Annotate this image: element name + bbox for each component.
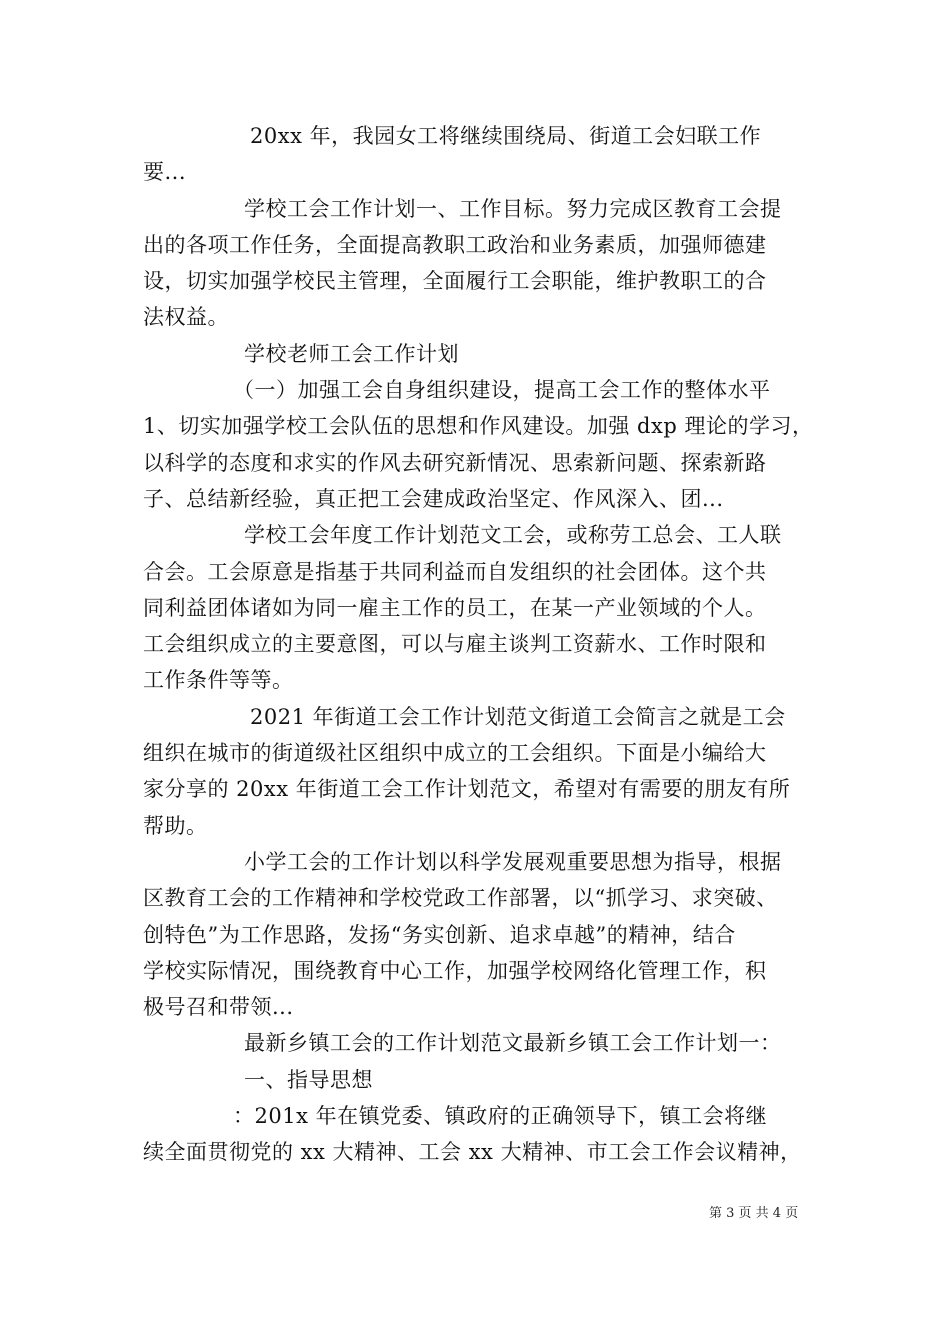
text-line: 最新乡镇工会的工作计划范文最新乡镇工会工作计划一： xyxy=(244,1031,782,1056)
text-line: 设，切实加强学校民主管理，全面履行工会职能，维护教职工的合 xyxy=(143,269,767,294)
text-line: 合会。工会原意是指基于共同利益而自发组织的社会团体。这个共 xyxy=(143,559,767,584)
text-line: 出的各项工作任务，全面提高教职工政治和业务素质，加强师德建 xyxy=(143,232,767,257)
text-line: 区教育工会的工作精神和学校党政工作部署，以“抓学习、求突破、 xyxy=(143,886,778,911)
document-body xyxy=(143,118,813,1171)
text-line: 学校工会工作计划一、工作目标。努力完成区教育工会提 xyxy=(244,196,782,221)
text-line: ：201x 年在镇党委、镇政府的正确领导下，镇工会将继 xyxy=(233,1104,768,1129)
text-line: （一）加强工会自身组织建设，提高工会工作的整体水平 xyxy=(233,378,771,403)
text-line: 工会组织成立的主要意图，可以与雇主谈判工资薪水、工作时限和 xyxy=(143,632,767,657)
text-line: 2021 年街道工会工作计划范文街道工会简言之就是工会 xyxy=(250,704,786,729)
text-line: 学校工会年度工作计划范文工会，或称劳工总会、工人联 xyxy=(244,523,782,548)
section-heading: 学校老师工会工作计划 xyxy=(244,341,459,366)
text-line: 20xx 年，我园女工将继续围绕局、街道工会妇联工作 xyxy=(250,124,762,148)
text-line: 帮助。 xyxy=(143,813,208,838)
text-line: 极号召和带领... xyxy=(143,995,294,1020)
page-number: 第 3 页 共 4 页 xyxy=(709,1206,799,1221)
section-heading: 一、指导思想 xyxy=(244,1067,373,1092)
text-line: 续全面贯彻党的 xx 大精神、工会 xx 大精神、市工会工作会议精神， xyxy=(143,1140,802,1165)
text-line: 小学工会的工作计划以科学发展观重要思想为指导，根据 xyxy=(244,849,782,874)
text-line: 组织在城市的街道级社区组织中成立的工会组织。下面是小编给大 xyxy=(143,741,767,766)
text-line: 创特色”为工作思路，发扬“务实创新、追求卓越”的精神，结合 xyxy=(143,922,736,947)
text-line: 学校实际情况，围绕教育中心工作，加强学校网络化管理工作，积 xyxy=(143,958,767,983)
text-line: 工作条件等等。 xyxy=(143,668,294,693)
text-line: 子、总结新经验，真正把工会建成政治坚定、作风深入、团... xyxy=(143,486,724,511)
text-line: 要... xyxy=(143,160,187,185)
text-line: 以科学的态度和求实的作风去研究新情况、思索新问题、探索新路 xyxy=(143,450,767,475)
text-line: 法权益。 xyxy=(143,305,229,330)
text-line: 家分享的 20xx 年街道工会工作计划范文，希望对有需要的朋友有所 xyxy=(143,777,791,802)
text-line: 1、切实加强学校工会队伍的思想和作风建设。加强 dxp 理论的学习， xyxy=(143,414,814,439)
text-line: 同利益团体诸如为同一雇主工作的员工，在某一产业领域的个人。 xyxy=(143,595,767,620)
